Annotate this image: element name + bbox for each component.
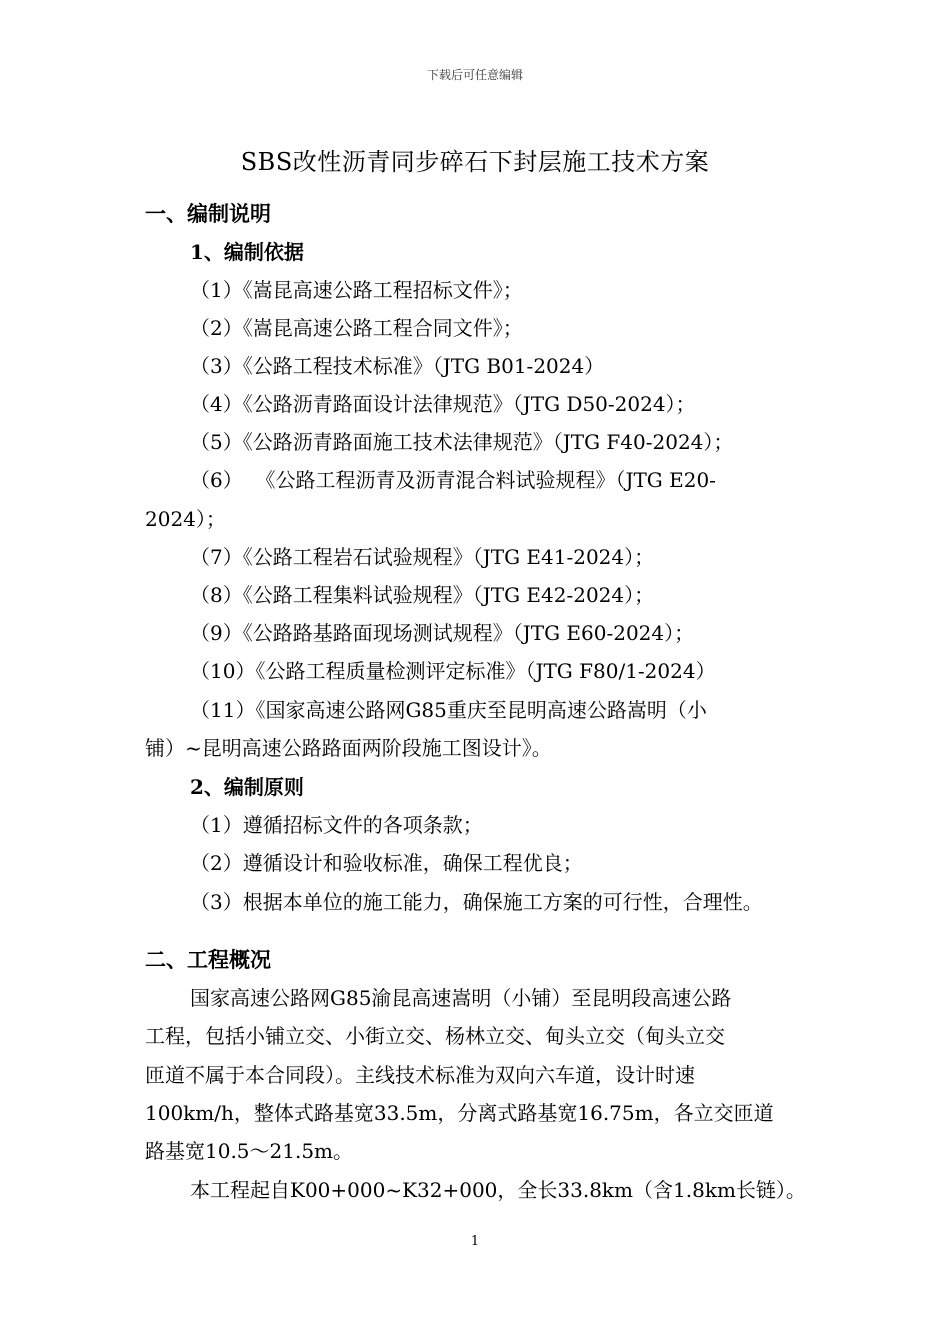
section-heading-2: 二、工程概况 <box>145 947 271 972</box>
list-item: （6） 《公路工程沥青及沥青混合料试验规程》（JTG E20- <box>190 468 716 492</box>
list-item: （5）《公路沥青路面施工技术法律规范》（JTG F40-2024）； <box>190 430 734 454</box>
paragraph-line: 匝道不属于本合同段）。主线技术标准为双向六车道，设计时速 <box>145 1063 695 1087</box>
list-item: （3）《公路工程技术标准》（JTG B01-2024） <box>190 354 605 378</box>
list-item: （2）遵循设计和验收标准，确保工程优良； <box>190 851 583 875</box>
subsection-heading-basis: 1、编制依据 <box>190 240 304 264</box>
list-item: （1）遵循招标文件的各项条款； <box>190 813 483 837</box>
list-item: （4）《公路沥青路面设计法律规范》（JTG D50-2024）； <box>190 392 696 416</box>
list-item: （9）《公路路基路面现场测试规程》（JTG E60-2024）； <box>190 621 695 645</box>
list-item: （11）《国家高速公路网G85重庆至昆明高速公路嵩明（小 <box>190 698 707 722</box>
section-heading-1: 一、编制说明 <box>145 201 271 226</box>
list-item-continuation: 铺）~昆明高速公路路面两阶段施工图设计》。 <box>145 736 552 760</box>
paragraph-line: 本工程起自K00+000~K32+000，全长33.8km（含1.8km长链）。 <box>190 1178 806 1202</box>
document-title: SBS改性沥青同步碎石下封层施工技术方案 <box>240 148 710 176</box>
paragraph-line: 国家高速公路网G85渝昆高速嵩明（小铺）至昆明段高速公路 <box>190 986 732 1010</box>
list-item: （10）《公路工程质量检测评定标准》（JTG F80/1-2024） <box>190 659 716 683</box>
subsection-heading-principles: 2、编制原则 <box>190 775 304 799</box>
list-item: （8）《公路工程集料试验规程》（JTG E42-2024）； <box>190 583 655 607</box>
page-number: 1 <box>470 1234 480 1249</box>
paragraph-line: 工程，包括小铺立交、小街立交、杨林立交、甸头立交（甸头立交 <box>145 1024 725 1048</box>
list-item: （1）《嵩昆高速公路工程招标文件》； <box>190 278 523 302</box>
list-item: （3）根据本单位的施工能力，确保施工方案的可行性，合理性。 <box>190 890 763 914</box>
list-item-continuation: 2024）； <box>145 507 226 531</box>
list-item: （7）《公路工程岩石试验规程》（JTG E41-2024）； <box>190 545 655 569</box>
paragraph-line: 路基宽10.5～21.5m。 <box>145 1139 354 1163</box>
paragraph-line: 100km/h，整体式路基宽33.5m，分离式路基宽16.75m，各立交匝道 <box>145 1101 774 1125</box>
header-note: 下载后可任意编辑 <box>426 68 523 82</box>
list-item: （2）《嵩昆高速公路工程合同文件》； <box>190 316 523 340</box>
